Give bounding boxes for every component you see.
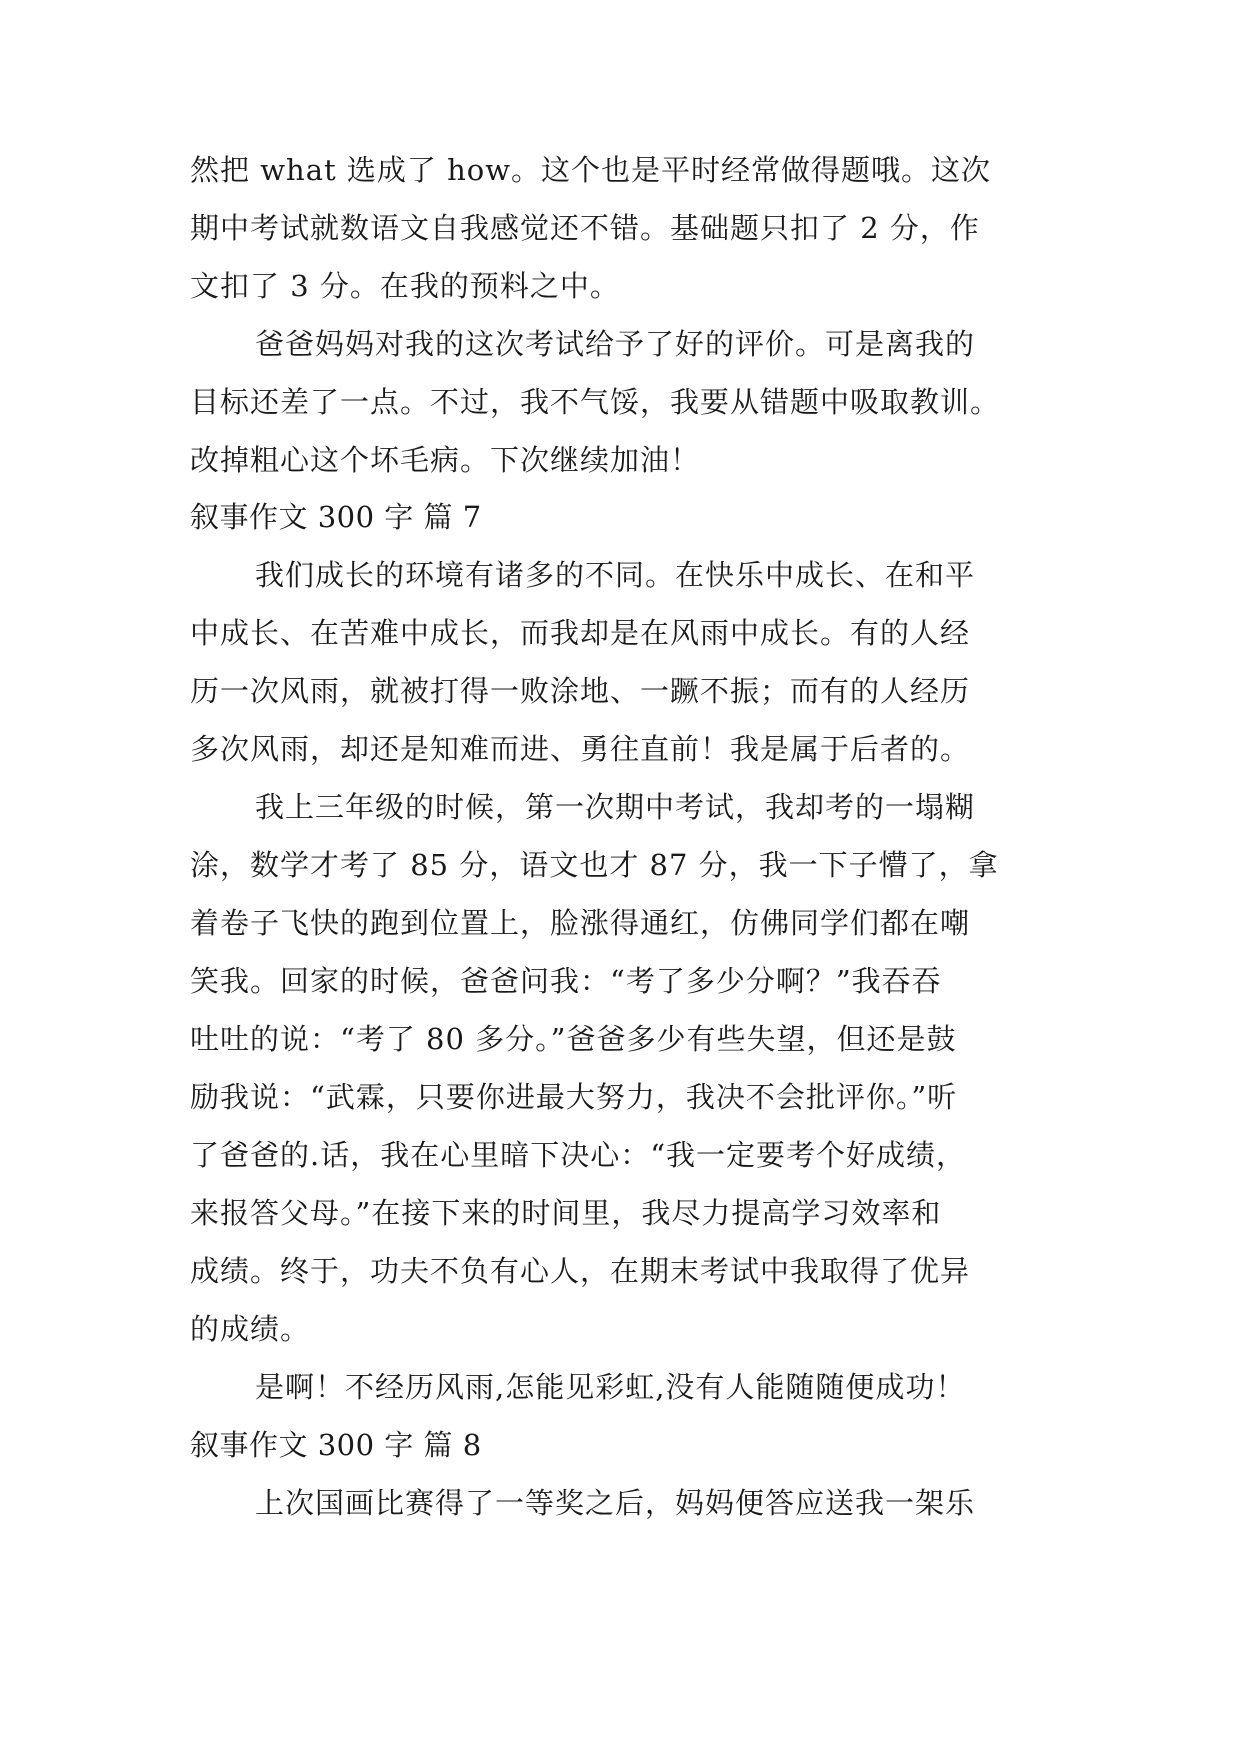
text-line: 励我说：“武霖，只要你进最大努力，我决不会批评你。”听	[190, 1080, 958, 1114]
text-line: 笑我。回家的时候，爸爸问我：“考了多少分啊？”我吞吞	[190, 964, 942, 998]
text-line: 来报答父母。”在接下来的时间里，我尽力提高学习效率和	[190, 1196, 942, 1230]
text-line: 然把 what 选成了 how。这个也是平时经常做得题哦。这次	[190, 153, 992, 187]
section-heading: 叙事作文 300 字 篇 7	[190, 500, 482, 534]
text-line: 文扣了 3 分。在我的预料之中。	[190, 269, 620, 303]
paragraph-start: 爸爸妈妈对我的这次考试给予了好的评价。可是离我的	[255, 327, 976, 361]
text-line: 期中考试就数语文自我感觉还不错。基础题只扣了 2 分，作	[190, 211, 980, 245]
text-line: 涂，数学才考了 85 分，语文也才 87 分，我一下子懵了，拿	[190, 848, 999, 882]
paragraph-start: 我们成长的环境有诸多的不同。在快乐中成长、在和平	[255, 558, 976, 592]
paragraph-start: 上次国画比赛得了一等奖之后，妈妈便答应送我一架乐	[255, 1486, 976, 1520]
text-line: 多次风雨，却还是知难而进、勇往直前！我是属于后者的。	[190, 732, 971, 766]
text-line: 了爸爸的.话，我在心里暗下决心：“我一定要考个好成绩，	[190, 1138, 967, 1172]
section-heading: 叙事作文 300 字 篇 8	[190, 1428, 482, 1462]
paragraph-start: 我上三年级的时候，第一次期中考试，我却考的一塌糊	[255, 790, 976, 824]
text-line: 历一次风雨，就被打得一败涂地、一蹶不振；而有的人经历	[190, 674, 971, 708]
text-line: 目标还差了一点。不过，我不气馁，我要从错题中吸取教训。	[190, 385, 1001, 419]
text-line: 的成绩。	[190, 1312, 311, 1346]
text-line: 改掉粗心这个坏毛病。下次继续加油！	[190, 443, 701, 477]
text-line: 中成长、在苦难中成长，而我却是在风雨中成长。有的人经	[190, 616, 971, 650]
text-line: 着卷子飞快的跑到位置上，脸涨得通红，仿佛同学们都在嘲	[190, 906, 971, 940]
text-line: 成绩。终于，功夫不负有心人，在期末考试中我取得了优异	[190, 1254, 971, 1288]
paragraph-start: 是啊！不经历风雨,怎能见彩虹,没有人能随随便成功！	[255, 1370, 966, 1404]
text-line: 吐吐的说：“考了 80 多分。”爸爸多少有些失望，但还是鼓	[190, 1022, 957, 1056]
